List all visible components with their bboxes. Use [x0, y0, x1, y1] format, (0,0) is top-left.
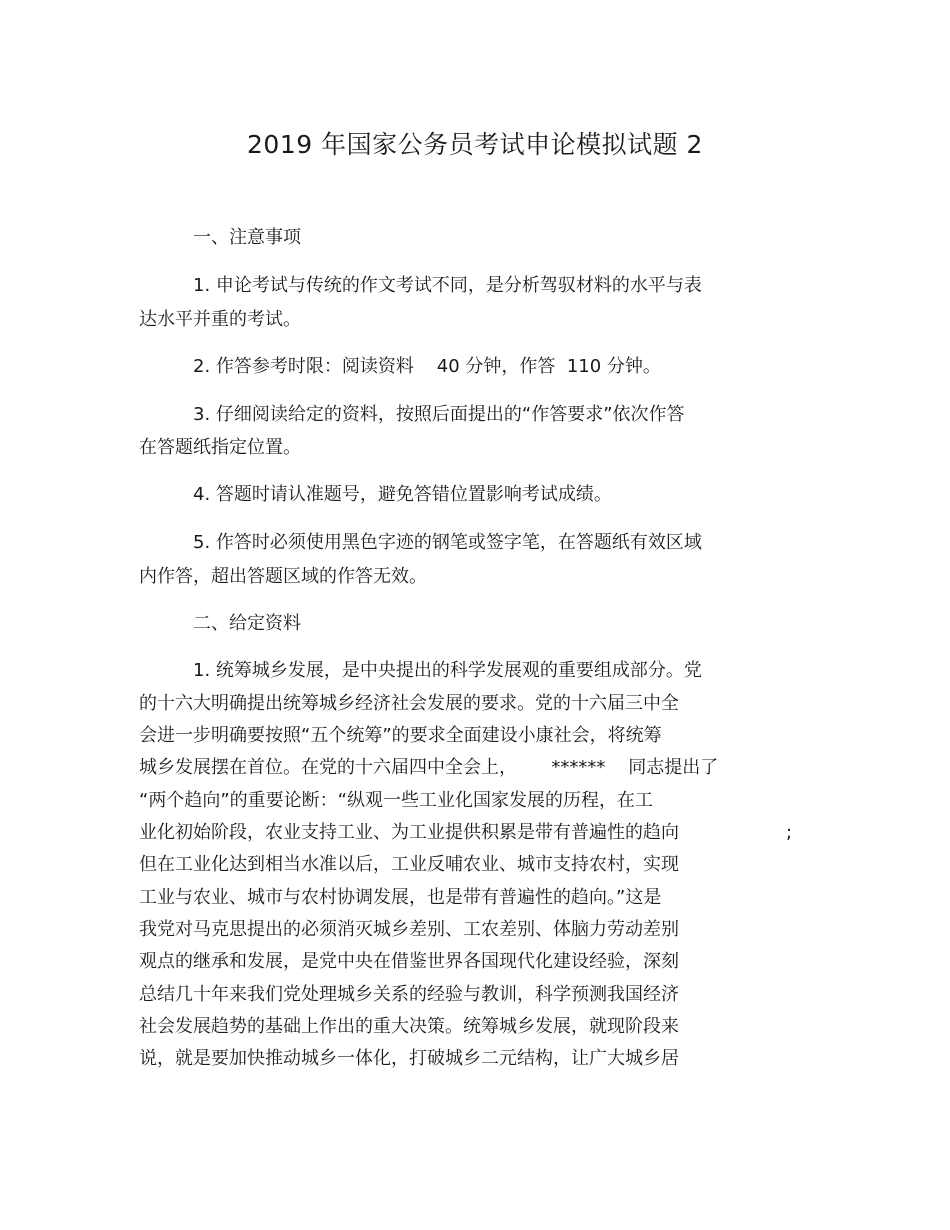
note-item-3-line-1: 3. 仔细阅读给定的资料，按照后面提出的“作答要求”依次作答: [193, 404, 685, 425]
note-item-5-line-2: 内作答，超出答题区域的作答无效。: [139, 566, 427, 587]
material-paragraph-line: 城乡发展摆在首位。在党的十六届四中全会上， ****** 同志提出了: [139, 757, 719, 778]
note-item-5-line-1: 5. 作答时必须使用黑色字迹的钢笔或签字笔，在答题纸有效区域: [193, 532, 702, 553]
material-paragraph-line: 总结几十年来我们党处理城乡关系的经验与教训，科学预测我国经济: [139, 984, 679, 1005]
material-paragraph-line: 工业与农业、城市与农村协调发展，也是带有普遍性的趋向。”这是: [139, 887, 662, 908]
material-paragraph-line: 说，就是要加快推动城乡一体化，打破城乡二元结构，让广大城乡居: [139, 1048, 679, 1069]
note-item-3-line-2: 在答题纸指定位置。: [139, 437, 301, 458]
material-paragraph-line: 但在工业化达到相当水准以后，工业反哺农业、城市支持农村，实现: [139, 854, 679, 875]
material-paragraph-line: 的十六大明确提出统筹城乡经济社会发展的要求。党的十六届三中全: [139, 693, 679, 714]
material-paragraph-line: 我党对马克思提出的必须消灭城乡差别、工农差别、体脑力劳动差别: [139, 919, 679, 940]
material-paragraph-line: “两个趋向”的重要论断：“纵观一些工业化国家发展的历程，在工: [139, 790, 653, 811]
note-item-1-line-1: 1. 申论考试与传统的作文考试不同，是分析驾驭材料的水平与表: [193, 275, 702, 296]
note-item-2-line-1: 2. 作答参考时限：阅读资料 40 分钟，作答 110 分钟。: [193, 356, 661, 377]
material-paragraph-line: 观点的继承和发展，是党中央在借鉴世界各国现代化建设经验，深刻: [139, 951, 679, 972]
stray-semicolon: ;: [786, 822, 793, 843]
note-item-1-line-2: 达水平并重的考试。: [139, 309, 301, 330]
material-paragraph-line: 社会发展趋势的基础上作出的重大决策。统筹城乡发展，就现阶段来: [139, 1016, 679, 1037]
material-paragraph-line: 业化初始阶段，农业支持工业、为工业提供积累是带有普遍性的趋向: [139, 822, 679, 843]
material-paragraph-line: 1. 统筹城乡发展，是中央提出的科学发展观的重要组成部分。党: [193, 660, 702, 681]
material-paragraph-line: 会进一步明确要按照“五个统筹”的要求全面建设小康社会，将统筹: [139, 725, 662, 746]
document-title: 2019 年国家公务员考试申论模拟试题 2: [247, 130, 703, 159]
section-heading-notes: 一、注意事项: [193, 227, 301, 248]
section-heading-materials: 二、给定资料: [193, 613, 301, 634]
note-item-4-line-1: 4. 答题时请认准题号，避免答错位置影响考试成绩。: [193, 484, 612, 505]
